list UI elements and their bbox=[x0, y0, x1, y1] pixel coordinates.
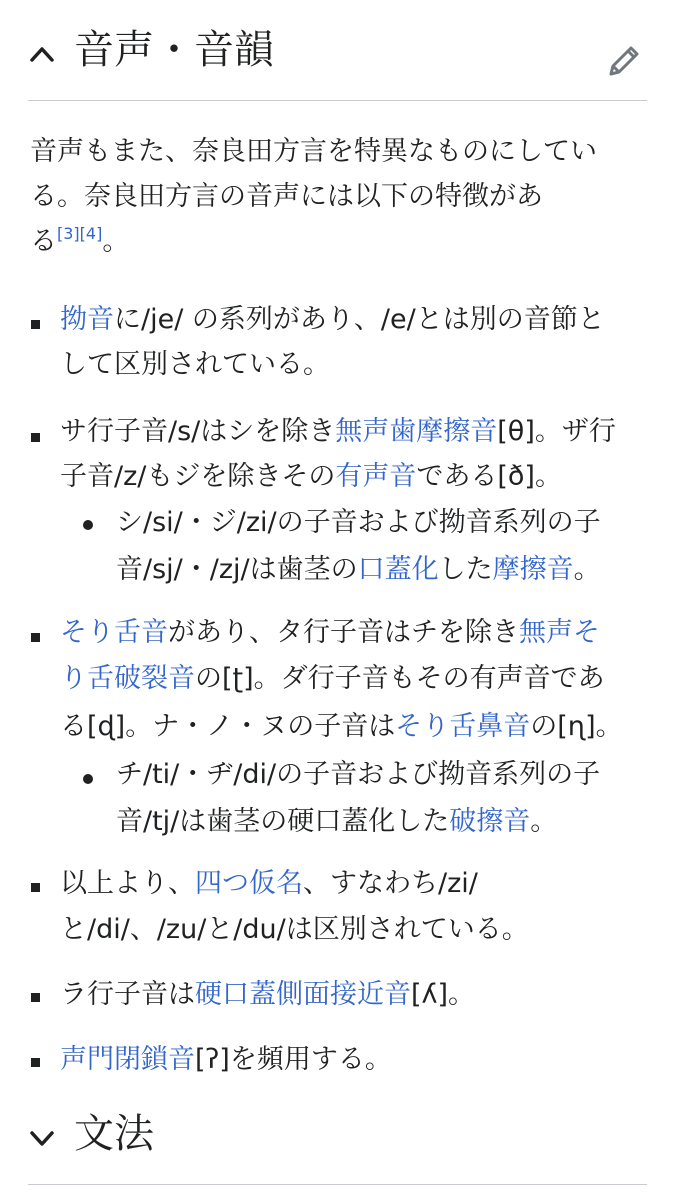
link-voiceless-retroflex-plosive-a[interactable]: 無声そ bbox=[519, 617, 600, 648]
link-yotsugana[interactable]: 四つ仮名 bbox=[195, 868, 303, 899]
link-affricate[interactable]: 破擦音 bbox=[449, 806, 531, 837]
bullet-marker bbox=[31, 633, 40, 642]
intro-line-1: 音声もまた、奈良田方言を特異なものにしてい bbox=[30, 136, 597, 167]
bullet-marker bbox=[31, 320, 40, 329]
link-palatalization[interactable]: 口蓋化 bbox=[357, 554, 439, 585]
citation-4[interactable]: [4] bbox=[79, 224, 103, 243]
section-header-phonetics[interactable] bbox=[28, 14, 647, 101]
bullet-marker bbox=[31, 993, 40, 1002]
link-retroflex-nasal[interactable]: そり舌鼻音 bbox=[395, 711, 531, 742]
chevron-down-icon[interactable] bbox=[28, 1124, 56, 1152]
link-voiceless-retroflex-plosive-b[interactable]: り舌破裂音 bbox=[60, 663, 195, 694]
link-fricative[interactable]: 摩擦音 bbox=[492, 554, 574, 585]
link-glottal-stop[interactable]: 声門閉鎖音 bbox=[60, 1044, 195, 1075]
sub-bullet-marker bbox=[83, 774, 93, 784]
section-title: 音声・音韻 bbox=[74, 27, 274, 73]
link-youon[interactable]: 拗音 bbox=[60, 304, 114, 335]
section-header-grammar[interactable] bbox=[28, 1104, 647, 1185]
section-title: 文法 bbox=[74, 1111, 154, 1157]
link-palatal-lateral-approximant[interactable]: 硬口蓋側面接近音 bbox=[195, 979, 411, 1010]
pencil-edit-icon[interactable] bbox=[605, 40, 645, 80]
chevron-up-icon[interactable] bbox=[28, 40, 56, 68]
link-voiced[interactable]: 有声音 bbox=[335, 461, 417, 492]
link-retroflex[interactable]: そり舌音 bbox=[60, 617, 168, 648]
sub-bullet-marker bbox=[83, 520, 93, 530]
bullet-marker bbox=[31, 433, 40, 442]
bullet-marker bbox=[31, 883, 40, 892]
citation-3[interactable]: [3] bbox=[57, 224, 80, 243]
link-voiceless-dental-fricative[interactable]: 無声歯摩擦音 bbox=[335, 416, 498, 447]
intro-line-2: る。奈良田方言の音声には以下の特徴があ bbox=[30, 181, 543, 212]
intro-line-3: る[3][4]。 bbox=[30, 224, 130, 257]
bullet-marker bbox=[31, 1058, 40, 1067]
